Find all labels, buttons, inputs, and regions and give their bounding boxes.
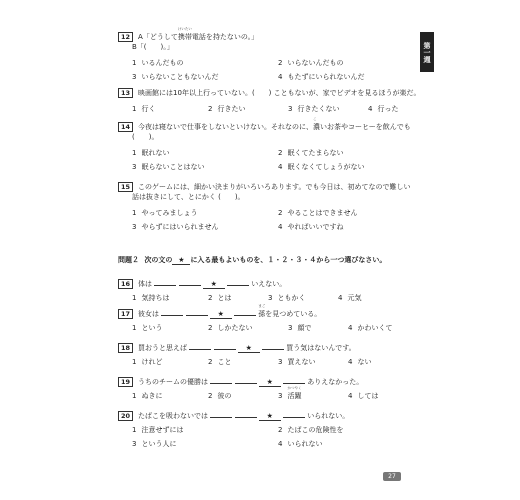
options-row [118, 323, 418, 333]
option-3[interactable]: 3 やらずにはいられません [132, 223, 219, 231]
answer-blank[interactable] [186, 308, 208, 316]
question-text: このゲームには、細かい決まりがいろいろあります。でも今日は、初めてなので難しい [138, 183, 411, 191]
furigana: けいたい [177, 27, 192, 31]
answer-blank[interactable] [234, 308, 256, 316]
answer-blank[interactable] [210, 410, 232, 418]
question-number: 17 [118, 309, 133, 319]
options-row [118, 58, 418, 68]
furigana: かつやく [287, 386, 302, 390]
furigana: こ [313, 117, 317, 121]
option-1[interactable]: 1 眠れない [132, 149, 170, 157]
option-3[interactable]: 3 という人に [132, 440, 177, 448]
question-number: 14 [118, 122, 133, 132]
section-text: 次の文の [144, 256, 173, 264]
question-18 [118, 342, 418, 367]
option-2[interactable]: 2 いらないんだもの [278, 59, 344, 67]
question-15 [118, 182, 418, 232]
section-text: に入る最もよいものを、１・２・３・４から一つ選びなさい。 [190, 256, 387, 264]
question-number: 13 [118, 88, 133, 98]
option-3[interactable]: 3 顔で [288, 324, 312, 332]
answer-blank[interactable] [235, 410, 257, 418]
question-12 [118, 27, 418, 82]
option-2[interactable]: 2 たばこの危険性を [278, 426, 344, 434]
question-number: 15 [118, 182, 133, 192]
option-2[interactable]: 2 やることはできません [278, 209, 358, 217]
answer-blank[interactable] [189, 342, 211, 350]
option-4[interactable]: 4 元気 [338, 294, 362, 302]
week-side-tab: 第一週 [420, 32, 434, 72]
option-3[interactable]: 3 いらないこともないんだ [132, 73, 219, 81]
question-text: 体は [138, 280, 153, 288]
options-row [118, 439, 418, 449]
answer-blank[interactable] [283, 410, 305, 418]
options-row [118, 357, 418, 367]
star-blank[interactable]: ★ [203, 281, 225, 289]
option-3[interactable]: 3 ともかく [268, 294, 306, 302]
answer-blank[interactable] [161, 308, 183, 316]
question-text-end: いられない。 [307, 412, 350, 420]
page-number: 27 [383, 472, 401, 481]
question-text-end: 孫を見つめている。 [258, 310, 322, 318]
star-blank[interactable]: ★ [259, 413, 281, 421]
question-text-line2: 話は抜きにして、とにかく ( )。 [132, 193, 245, 201]
question-number: 12 [118, 32, 133, 42]
options-row [118, 104, 418, 114]
option-1[interactable]: 1 いるんだもの [132, 59, 184, 67]
question-number: 19 [118, 377, 133, 387]
question-text: 彼女は [138, 310, 160, 318]
options-row [118, 148, 418, 158]
question-number: 20 [118, 411, 133, 421]
answer-blank[interactable] [262, 342, 284, 350]
option-1[interactable]: 1 けれど [132, 358, 163, 366]
section-label: 問題２ [118, 256, 139, 264]
options-row [118, 72, 418, 82]
answer-blank[interactable] [154, 278, 176, 286]
option-4[interactable]: 4 行った [368, 105, 399, 113]
option-4[interactable]: 4 もたずにいられないんだ [278, 73, 365, 81]
answer-blank[interactable] [210, 376, 232, 384]
question-number: 16 [118, 279, 133, 289]
option-2[interactable]: 2 こと [208, 358, 232, 366]
question-text: 買おうと思えば [138, 344, 188, 352]
star-blank[interactable]: ★ [210, 311, 232, 319]
option-1[interactable]: 1 注意せずには [132, 426, 184, 434]
options-row [118, 386, 418, 401]
star-blank: ★ [172, 257, 190, 265]
options-row [118, 162, 418, 172]
option-2[interactable]: 2 しかたない [208, 324, 253, 332]
option-3[interactable]: 3 買えない [278, 358, 316, 366]
option-1[interactable]: 1 気持ちは [132, 294, 170, 302]
star-blank[interactable]: ★ [238, 345, 260, 353]
option-2[interactable]: 2 彼の [208, 392, 232, 400]
answer-blank[interactable] [179, 278, 201, 286]
options-row [118, 208, 418, 218]
question-text: A「どうして けいたい 携帯電話を持たないの。」 [138, 27, 259, 41]
option-4[interactable]: 4 ない [348, 358, 372, 366]
question-text-line2: ( )。 [132, 133, 159, 141]
question-19 [118, 376, 418, 401]
star-blank[interactable]: ★ [259, 379, 281, 387]
question-text: 今夜は寝ないで仕事をしないといけない。それなのに、 こ 濃いお茶やコーヒーを飲んでも [138, 117, 411, 131]
option-1[interactable]: 1 という [132, 324, 163, 332]
question-text: たばこを吸わないでは [138, 412, 209, 420]
option-3[interactable]: 3 かつやく 活躍 [278, 386, 302, 400]
options-row [118, 425, 418, 435]
question-20 [118, 410, 418, 449]
option-4[interactable]: 4 いられない [278, 440, 323, 448]
option-2[interactable]: 2 行きたい [208, 105, 246, 113]
option-1[interactable]: 1 ぬきに [132, 392, 163, 400]
answer-blank[interactable] [235, 376, 257, 384]
option-2[interactable]: 2 眠くてたまらない [278, 149, 344, 157]
question-number: 18 [118, 343, 133, 353]
section-header [118, 255, 386, 265]
option-4[interactable]: 4 かわいくて [348, 324, 393, 332]
question-text-end: ありえなかった。 [307, 378, 364, 386]
option-3[interactable]: 3 行きたくない [288, 105, 340, 113]
question-16 [118, 278, 418, 303]
answer-blank[interactable] [283, 376, 305, 384]
options-row [118, 293, 418, 303]
question-14 [118, 117, 418, 172]
option-3[interactable]: 3 眠らないことはない [132, 163, 205, 171]
option-1[interactable]: 1 行く [132, 105, 156, 113]
furigana: まご [258, 304, 266, 308]
question-13 [118, 88, 421, 114]
option-1[interactable]: 1 やってみましょう [132, 209, 198, 217]
question-text-end: 買う気はないんです。 [286, 344, 356, 352]
question-text: うちのチームの優勝は [138, 378, 209, 386]
option-4[interactable]: 4 眠くなくてしょうがない [278, 163, 365, 171]
option-2[interactable]: 2 とは [208, 294, 232, 302]
question-text-end: いえない。 [251, 280, 287, 288]
answer-blank[interactable] [214, 342, 236, 350]
answer-blank[interactable] [227, 278, 249, 286]
question-text: 映画館には10年以上行っていない。( ) こともないが、家でビデオを見るほうが楽だ。 [138, 89, 421, 97]
options-row [118, 222, 418, 232]
question-17 [118, 304, 418, 333]
option-4[interactable]: 4 しては [348, 392, 379, 400]
option-4[interactable]: 4 やればいいですね [278, 223, 344, 231]
question-text-line2: B「( )。」 [132, 43, 174, 51]
